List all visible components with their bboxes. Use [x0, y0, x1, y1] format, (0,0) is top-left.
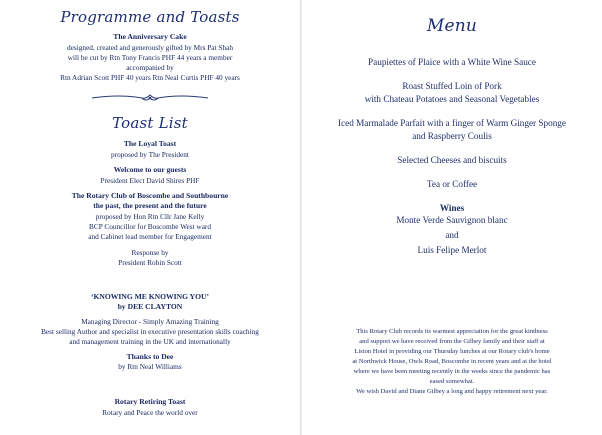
- cake-line: will be cut by Rtn Tony Francis PHF 44 years a member: [67, 53, 233, 62]
- cake-line: accompanied by: [126, 63, 174, 72]
- cake-line: designed, created and generously gifted by Mrs Pat Shah: [67, 43, 233, 52]
- speaker-title: ‘KNOWING ME KNOWING YOU’: [90, 292, 210, 301]
- acknowledgement-line: and support we have received from the Gilbey family and their staff at: [359, 338, 545, 345]
- menu-course: Selected Cheeses and biscuits: [397, 155, 507, 165]
- cake-line: Rtn Adrian Scott PHF 40 years Rtn Neal Curtis PHF 40 years: [60, 73, 240, 82]
- acknowledgement-line: Liston Hotel in providing our Thursday lunches at our Rotary club's home: [354, 348, 550, 355]
- loyal-toast-line: proposed by The President: [111, 150, 189, 159]
- wines-title: Wines: [439, 203, 465, 213]
- guests-title: Welcome to our guests: [113, 165, 187, 174]
- flourish-divider-icon: [90, 92, 210, 104]
- wine-line: Monte Verde Sauvignon blanc: [396, 215, 508, 225]
- rotary-toast-title: The Rotary Club of Boscombe and Southbourne: [71, 191, 229, 200]
- acknowledgement-line: where we have been meeting recently in the weeks since the pandemic has: [353, 368, 551, 375]
- menu-course: Paupiettes of Plaice with a White Wine Sauce: [368, 57, 536, 67]
- response-name: President Robin Scott: [118, 258, 182, 267]
- acknowledgement-line: eased somewhat.: [429, 378, 475, 385]
- thanks-title: Thanks to Dee: [126, 352, 174, 361]
- rotary-toast-line: and Cabinet lead member for Engagement: [88, 232, 212, 241]
- rotary-toast-line: proposed by Hon Rtn Cllr Jane Kelly: [95, 212, 205, 221]
- response-label: Response by: [131, 248, 169, 257]
- rotary-toast-title: the past, the present and the future: [93, 201, 207, 210]
- acknowledgement-line: This Rotary Club records its warmest appreciation for the great kindness: [356, 328, 548, 335]
- wine-line: and: [445, 230, 459, 240]
- retiring-toast-title: Rotary Retiring Toast: [114, 397, 186, 406]
- right-page: [302, 0, 602, 435]
- cake-title: The Anniversary Cake: [113, 32, 187, 41]
- acknowledgement-line: We wish David and Diane Gilbey a long and happy retirement next year.: [356, 388, 548, 395]
- speaker-line: and management training in the UK and internationally: [69, 337, 231, 346]
- speaker-title: by DEE CLAYTON: [117, 302, 183, 311]
- menu-course: Tea or Coffee: [426, 179, 478, 189]
- speaker-line: Best selling Author and specialist in executive presentation skills coaching: [41, 327, 259, 336]
- menu-course: and Raspberry Coulis: [412, 131, 492, 141]
- retiring-toast-line: Rotary and Peace the world over: [102, 408, 198, 417]
- menu-course: Roast Stuffed Loin of Pork: [402, 81, 502, 91]
- menu-course: with Chateau Potatoes and Seasonal Vegetables: [364, 94, 540, 104]
- menu-course: Iced Marmalade Parfait with a finger of Warm Ginger Sponge: [338, 118, 566, 128]
- thanks-line: by Rtn Neal Williams: [118, 362, 182, 371]
- loyal-toast-title: The Loyal Toast: [123, 139, 177, 148]
- toast-list-heading: Toast List: [112, 114, 188, 132]
- left-page: [0, 0, 300, 435]
- guests-line: President Elect David Shires PHF: [100, 176, 200, 185]
- rotary-toast-line: BCP Councillor for Boscombe West ward: [88, 222, 212, 231]
- wine-line: Luis Felipe Merlot: [417, 245, 487, 255]
- speaker-line: Managing Director - Simply Amazing Training: [81, 317, 219, 326]
- programme-heading: Programme and Toasts: [60, 8, 240, 26]
- acknowledgement-line: at Northwick House, Owls Road, Boscombe in recent years and at the hotel: [352, 358, 552, 365]
- menu-heading: Menu: [426, 16, 478, 36]
